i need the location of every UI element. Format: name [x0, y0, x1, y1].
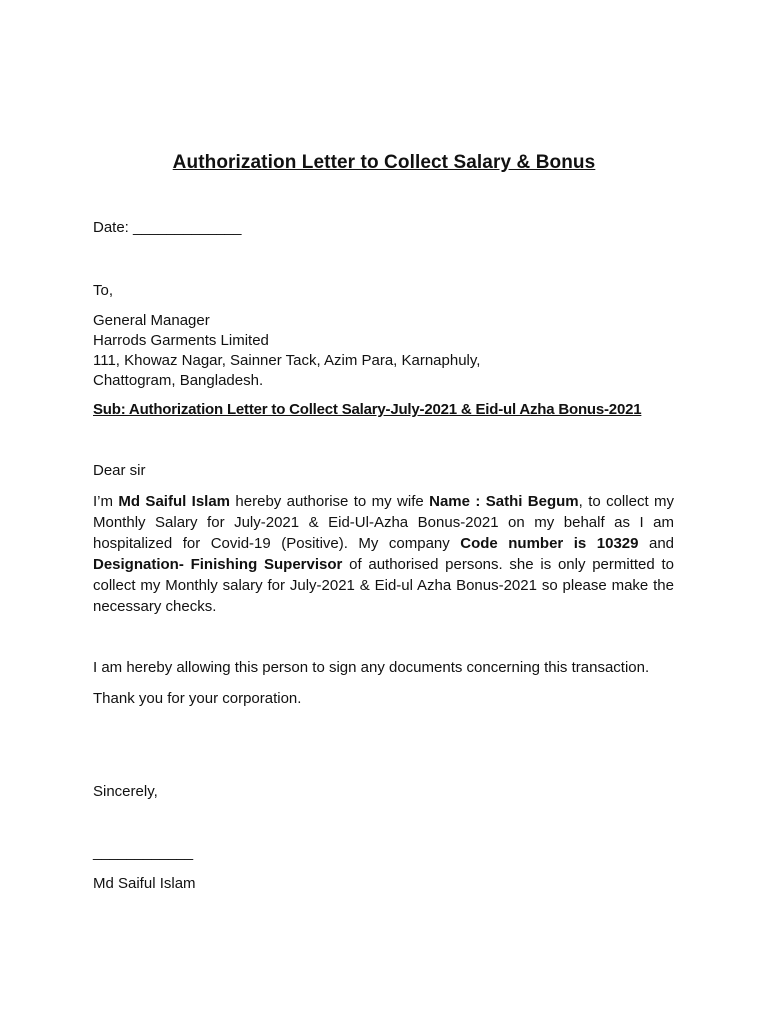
salutation: Dear sir [93, 462, 146, 479]
body-text-2: hereby authorise to my wife [230, 493, 430, 510]
thanks-line: Thank you for your corporation. [93, 690, 302, 707]
recipient-position: General Manager [93, 312, 210, 329]
author-name: Md Saiful Islam [118, 493, 231, 510]
body-text-4: and [638, 535, 675, 552]
closing: Sincerely, [93, 783, 158, 800]
recipient-address-line-2: Chattogram, Bangladesh. [93, 372, 264, 389]
signer-name: Md Saiful Islam [93, 875, 196, 892]
body-paragraph [93, 491, 674, 617]
signature-line: ____________ [93, 844, 194, 861]
code-number: Code number is 10329 [460, 535, 639, 552]
recipient-address [93, 311, 480, 391]
body-text-3: , to collect my Monthly Salary for July-2021 & Eid-Ul-Azha Bonus-2021 on my behalf as I am hospitalized for Covid-19 (Positive). My company [93, 493, 674, 552]
designation: Designation- Finishing Supervisor [93, 556, 343, 573]
subject-line: Sub: Authorization Letter to Collect Salary-July-2021 & Eid-ul Azha Bonus-2021 [93, 401, 642, 418]
wife-name: Name : Sathi Begum [429, 493, 579, 510]
allowing-line: I am hereby allowing this person to sign any documents concerning this transaction. [93, 659, 650, 676]
body-text-1: I’m [93, 493, 119, 510]
letter-title: Authorization Letter to Collect Salary & Bonus [172, 152, 596, 173]
body-text-5: of authorised persons. she is only permitted to collect my Monthly salary for July-2021 & Eid-ul Azha Bonus-2021 so please make the necessary checks. [93, 556, 674, 615]
date-line: Date: _____________ [93, 219, 242, 236]
recipient-company: Harrods Garments Limited [93, 332, 269, 349]
to-line: To, [93, 282, 114, 299]
recipient-address-line-1: 111, Khowaz Nagar, Sainner Tack, Azim Para, Karnaphuly, [93, 352, 481, 369]
